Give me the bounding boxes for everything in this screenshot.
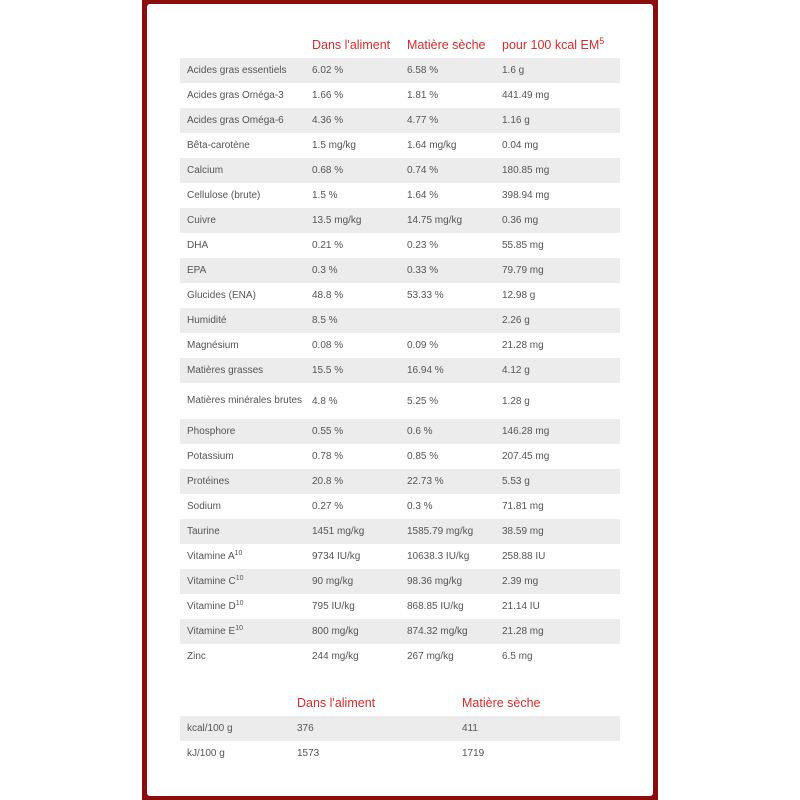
nutrient-row — [180, 619, 620, 644]
nutrient-dry-value: 10638.3 IU/kg — [407, 551, 470, 562]
nutrient-food-value: 0.27 % — [312, 501, 344, 512]
nutrient-name-cell — [180, 358, 312, 383]
nutrient-dry-value: 0.09 % — [407, 340, 439, 351]
nutrient-name: Cellulose (brute) — [187, 189, 261, 201]
energy-row — [180, 716, 620, 741]
nutrient-name-cell — [180, 519, 312, 544]
nutrient-food-value: 4.8 % — [312, 395, 338, 407]
nutrient-name: Potassium — [187, 450, 234, 462]
nutrient-food-value: 1.66 % — [312, 90, 344, 101]
nutrient-name-cell — [180, 383, 312, 419]
nutrient-food-value: 0.78 % — [312, 451, 344, 462]
energy-unit: kcal/100 g — [180, 716, 297, 741]
energy-food-column-header: Dans l'aliment — [297, 696, 376, 710]
energy-food-value: 376 — [297, 716, 462, 741]
nutrient-dry-value: 0.33 % — [407, 258, 502, 283]
nutrient-name: Humidité — [187, 314, 227, 326]
nutrient-per-100-kcal-value: 146.28 mg — [502, 419, 620, 444]
nutrient-name: Calcium — [187, 164, 224, 176]
nutrient-row — [180, 208, 620, 233]
nutrient-row — [180, 544, 620, 569]
nutrient-row — [180, 283, 620, 308]
nutrient-per-100-kcal-value: 71.81 mg — [502, 501, 544, 512]
nutrient-row — [180, 333, 620, 358]
nutrient-footnote: 10 — [235, 624, 243, 632]
per-100-kcal-header-text: pour 100 kcal EM — [502, 38, 600, 52]
nutrient-row — [180, 594, 620, 619]
nutrient-name-cell — [180, 108, 312, 133]
nutrient-name: Matières minérales brutes — [187, 395, 303, 406]
nutrient-dry-value: 53.33 % — [407, 290, 444, 301]
nutrient-name-cell — [180, 83, 312, 108]
nutrient-name: Acides gras Oméga-6 — [187, 114, 284, 126]
nutrient-food-value: 48.8 % — [312, 290, 344, 301]
energy-dry-column-header: Matière sèche — [462, 696, 541, 710]
nutrient-dry-value: 1585.79 mg/kg — [407, 519, 502, 544]
nutrient-row — [180, 258, 620, 283]
nutrient-dry-value: 5.25 % — [407, 395, 439, 407]
nutrient-row — [180, 108, 620, 133]
nutrient-row — [180, 383, 620, 419]
nutrient-per-100-kcal-value: 1.16 g — [502, 108, 620, 133]
nutrient-dry-value: 1.64 mg/kg — [407, 140, 457, 151]
nutrient-name: Bêta-carotène — [187, 139, 250, 151]
nutrient-per-100-kcal-value: 207.45 mg — [502, 451, 550, 462]
nutrient-food-value: 0.08 % — [312, 340, 344, 351]
nutrient-name-cell — [180, 569, 312, 594]
nutrient-per-100-kcal-value: 2.26 g — [502, 308, 620, 333]
nutrient-food-value: 0.55 % — [312, 419, 407, 444]
nutrient-name: Glucides (ENA) — [187, 289, 256, 301]
nutrition-header-row — [180, 32, 620, 58]
nutrient-name-cell — [180, 208, 312, 233]
nutrient-name: Sodium — [187, 500, 221, 512]
nutrient-name-cell — [180, 544, 312, 569]
nutrient-footnote: 10 — [235, 574, 244, 582]
nutrition-table-body — [180, 58, 620, 669]
nutrient-name-cell — [180, 644, 312, 669]
nutrient-food-value: 1.5 mg/kg — [312, 140, 356, 151]
nutrient-row — [180, 308, 620, 333]
nutrient-name: Cuivre — [187, 214, 216, 226]
nutrient-food-value: 0.3 % — [312, 258, 407, 283]
nutrient-food-value: 0.68 % — [312, 158, 407, 183]
nutrient-food-value: 13.5 mg/kg — [312, 208, 407, 233]
nutrient-dry-value: 0.6 % — [407, 419, 502, 444]
nutrient-name: Acides gras essentiels — [187, 64, 287, 76]
per-100-kcal-column-header — [502, 32, 620, 58]
nutrient-per-100-kcal-value: 5.53 g — [502, 469, 620, 494]
nutrient-name-cell — [180, 469, 312, 494]
nutrient-name: Vitamine D — [187, 600, 236, 612]
nutrient-name-cell — [180, 444, 312, 469]
nutrient-dry-value: 868.85 IU/kg — [407, 601, 464, 612]
nutrient-per-100-kcal-value: 180.85 mg — [502, 158, 620, 183]
nutrient-food-value: 90 mg/kg — [312, 569, 407, 594]
energy-dry-value: 411 — [462, 716, 620, 741]
nutrient-row — [180, 419, 620, 444]
nutrient-per-100-kcal-value: 0.36 mg — [502, 208, 620, 233]
nutrient-food-value: 15.5 % — [312, 358, 407, 383]
nutrient-per-100-kcal-value: 21.14 IU — [502, 601, 540, 612]
nutrient-name-cell — [180, 619, 312, 644]
nutrient-per-100-kcal-value: 6.5 mg — [502, 651, 533, 662]
nutrient-food-value: 20.8 % — [312, 469, 407, 494]
nutrient-per-100-kcal-value: 1.6 g — [502, 58, 620, 83]
nutrient-dry-value: 0.23 % — [407, 240, 439, 251]
nutrient-per-100-kcal-value: 21.28 mg — [502, 340, 544, 351]
nutrient-per-100-kcal-value: 21.28 mg — [502, 619, 620, 644]
nutrient-row — [180, 133, 620, 158]
nutrient-food-value: 795 IU/kg — [312, 601, 355, 612]
nutrient-name: Matières grasses — [187, 364, 264, 376]
nutrient-per-100-kcal-value: 2.39 mg — [502, 569, 620, 594]
nutrient-food-value: 8.5 % — [312, 308, 407, 333]
nutrient-row — [180, 644, 620, 669]
nutrient-row — [180, 469, 620, 494]
nutrient-footnote: 10 — [235, 599, 244, 607]
nutrient-row — [180, 233, 620, 258]
nutrient-dry-value: 16.94 % — [407, 358, 502, 383]
nutrient-row — [180, 444, 620, 469]
nutrient-row — [180, 494, 620, 519]
nutrient-per-100-kcal-value: 1.28 g — [502, 395, 530, 407]
nutrient-name: Protéines — [187, 475, 230, 487]
nutrient-row — [180, 519, 620, 544]
nutrient-food-value: 6.02 % — [312, 58, 407, 83]
nutrient-dry-value: 4.77 % — [407, 108, 502, 133]
nutrient-row — [180, 158, 620, 183]
nutrient-dry-value — [407, 308, 502, 333]
nutrient-name-cell — [180, 594, 312, 619]
nutrient-dry-value: 1.64 % — [407, 190, 439, 201]
nutrient-food-value: 244 mg/kg — [312, 651, 359, 662]
nutrient-per-100-kcal-value: 79.79 mg — [502, 258, 620, 283]
nutrient-per-100-kcal-value: 55.85 mg — [502, 240, 544, 251]
nutrient-name: Taurine — [187, 525, 220, 537]
nutrient-dry-value: 0.85 % — [407, 451, 439, 462]
energy-unit: kJ/100 g — [187, 748, 225, 759]
nutrient-name-cell — [180, 283, 312, 308]
nutrient-row — [180, 183, 620, 208]
energy-dry-value: 1719 — [462, 748, 485, 759]
energy-unit-column-header — [180, 690, 297, 716]
nutrient-name: Magnésium — [187, 339, 239, 351]
nutrient-name: Phosphore — [187, 425, 236, 437]
nutrient-name-cell — [180, 58, 312, 83]
nutrient-name: Vitamine E — [187, 625, 236, 637]
nutrient-per-100-kcal-value: 12.98 g — [502, 290, 536, 301]
nutrient-dry-value: 0.3 % — [407, 501, 433, 512]
nutrient-row — [180, 358, 620, 383]
nutrient-row — [180, 58, 620, 83]
nutrient-name-cell — [180, 494, 312, 519]
energy-header-row — [180, 690, 620, 716]
nutrient-per-100-kcal-value: 441.49 mg — [502, 90, 550, 101]
nutrient-name: Vitamine C — [187, 575, 236, 587]
nutrient-per-100-kcal-value: 38.59 mg — [502, 519, 620, 544]
nutrient-dry-value: 1.81 % — [407, 90, 439, 101]
nutrient-dry-value: 22.73 % — [407, 469, 502, 494]
nutrient-food-value: 4.36 % — [312, 108, 407, 133]
energy-row — [180, 741, 620, 766]
nutrient-name: Vitamine A — [187, 550, 235, 562]
energy-food-value: 1573 — [297, 748, 320, 759]
nutrient-food-value: 0.21 % — [312, 240, 344, 251]
nutrient-name-cell — [180, 158, 312, 183]
nutrient-name: DHA — [187, 239, 209, 251]
nutrient-name-cell — [180, 133, 312, 158]
energy-table-body — [180, 716, 620, 766]
nutrition-table — [180, 32, 620, 669]
nutrient-dry-value: 98.36 mg/kg — [407, 569, 502, 594]
per-100-kcal-header-footnote: 5 — [599, 36, 605, 46]
nutrient-footnote: 10 — [234, 549, 243, 557]
nutrient-dry-value: 6.58 % — [407, 58, 502, 83]
nutrient-name-cell — [180, 308, 312, 333]
nutrient-name-cell — [180, 183, 312, 208]
food-column-header: Dans l'aliment — [312, 38, 391, 52]
nutrient-row — [180, 569, 620, 594]
nutrient-dry-value: 267 mg/kg — [407, 651, 454, 662]
dry-matter-column-header: Matière sèche — [407, 38, 486, 52]
nutrient-name-cell — [180, 233, 312, 258]
nutrient-per-100-kcal-value: 398.94 mg — [502, 190, 550, 201]
nutrient-dry-value: 0.74 % — [407, 158, 502, 183]
nutrient-name-cell — [180, 333, 312, 358]
nutrient-per-100-kcal-value: 0.04 mg — [502, 140, 539, 151]
nutrient-column-header — [180, 32, 312, 58]
nutrient-food-value: 9734 IU/kg — [312, 551, 361, 562]
nutrient-name: EPA — [187, 264, 207, 276]
nutrient-per-100-kcal-value: 4.12 g — [502, 358, 620, 383]
nutrient-name-cell — [180, 258, 312, 283]
nutrient-name-cell — [180, 419, 312, 444]
nutrient-dry-value: 874.32 mg/kg — [407, 619, 502, 644]
nutrient-name: Zinc — [187, 650, 206, 662]
nutrient-name: Acides gras Oméga-3 — [187, 89, 284, 101]
nutrient-food-value: 1.5 % — [312, 190, 338, 201]
nutrient-food-value: 1451 mg/kg — [312, 519, 407, 544]
energy-table — [180, 690, 620, 766]
nutrient-food-value: 800 mg/kg — [312, 619, 407, 644]
nutrient-dry-value: 14.75 mg/kg — [407, 208, 502, 233]
nutrient-per-100-kcal-value: 258.88 IU — [502, 551, 546, 562]
nutrient-row — [180, 83, 620, 108]
